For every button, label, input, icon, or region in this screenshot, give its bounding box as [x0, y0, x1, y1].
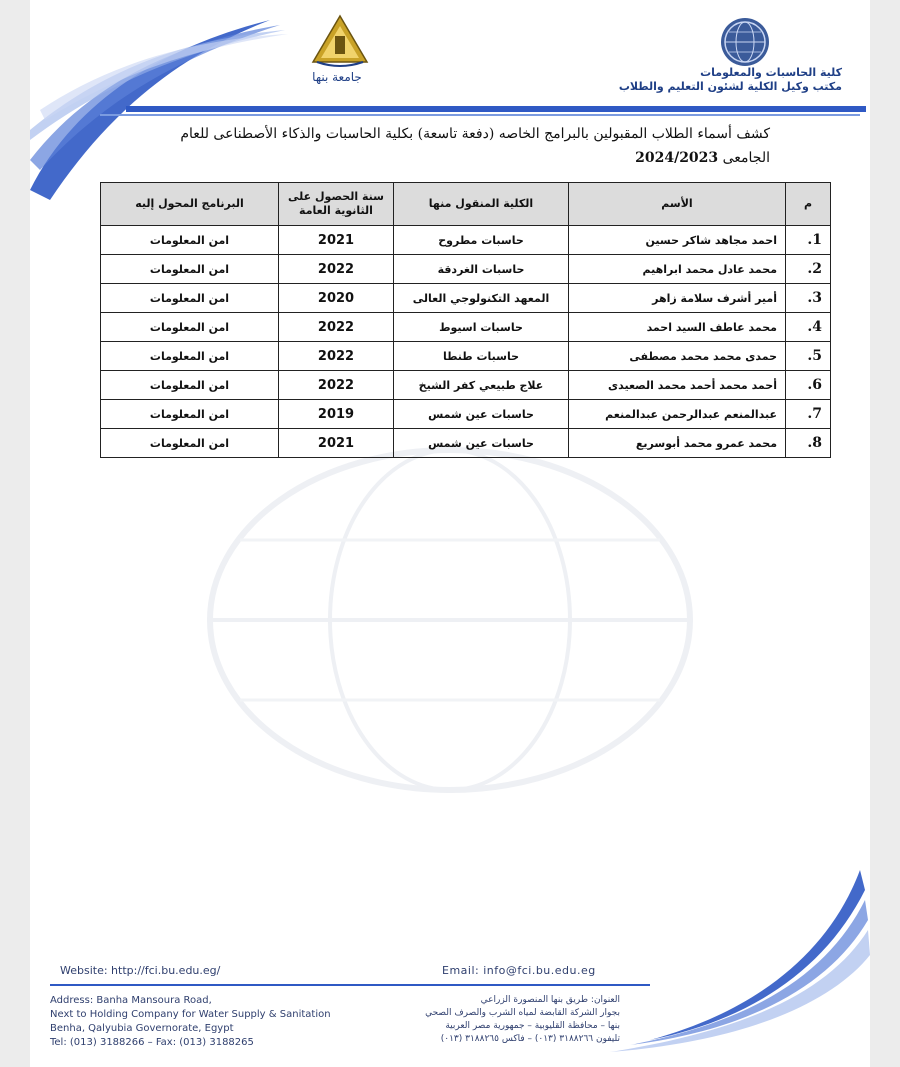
source-college: حاسبات طنطا — [394, 342, 569, 371]
row-number: 7. — [786, 400, 831, 429]
faculty-title — [619, 66, 842, 94]
table-row — [101, 342, 831, 371]
table-row — [101, 371, 831, 400]
address-line: Benha, Qalyubia Governorate, Egypt — [50, 1023, 234, 1034]
source-college: حاسبات عين شمس — [394, 429, 569, 458]
row-number: 4. — [786, 313, 831, 342]
target-program: امن المعلومات — [101, 400, 279, 429]
header-no: م — [786, 183, 831, 226]
row-number: 1. — [786, 226, 831, 255]
header-divider-thin — [100, 114, 860, 116]
decorative-swoosh-bottom — [590, 860, 870, 1060]
academic-year-value: 2024/2023 — [635, 150, 719, 166]
university-name: جامعة بنها — [312, 70, 362, 84]
header-name: الأسم — [569, 183, 786, 226]
header-program: البرنامج المحول إليه — [101, 183, 279, 226]
source-college: المعهد التكنولوجي العالى — [394, 284, 569, 313]
student-name: محمد عادل محمد ابراهيم — [569, 255, 786, 284]
row-number: 6. — [786, 371, 831, 400]
graduation-year: 2019 — [279, 400, 394, 429]
address-line: Next to Holding Company for Water Supply & Sanitation — [50, 1009, 331, 1020]
target-program: امن المعلومات — [101, 226, 279, 255]
phone-line: تليفون ٣١٨٨٢٦٦ (٠١٣) – فاكس ٣١٨٨٢٦٥ (٠١٣) — [440, 1034, 620, 1044]
academic-year-prefix: الجامعى — [722, 150, 770, 166]
website-link[interactable]: Website: http://fci.bu.edu.eg/ — [60, 964, 221, 977]
table-row — [101, 284, 831, 313]
phone-line: Tel: (013) 3188266 – Fax: (013) 3188265 — [50, 1037, 254, 1048]
row-number: 8. — [786, 429, 831, 458]
student-name: حمدى محمد محمد مصطفى — [569, 342, 786, 371]
decorative-swoosh-top — [30, 0, 290, 200]
graduation-year: 2022 — [279, 255, 394, 284]
table-row — [101, 313, 831, 342]
benha-university-emblem — [305, 12, 375, 68]
target-program: امن المعلومات — [101, 342, 279, 371]
target-program: امن المعلومات — [101, 429, 279, 458]
graduation-year: 2022 — [279, 342, 394, 371]
table-row — [101, 226, 831, 255]
student-name: محمد عاطف السيد احمد — [569, 313, 786, 342]
document-page — [30, 0, 870, 1067]
email-link[interactable]: Email: info@fci.bu.edu.eg — [442, 964, 596, 977]
students-table — [100, 182, 831, 458]
row-number: 3. — [786, 284, 831, 313]
graduation-year: 2022 — [279, 313, 394, 342]
address-arabic — [360, 994, 620, 1046]
header-year: سنة الحصول على الثانوية العامة — [279, 183, 394, 226]
footer-divider — [50, 984, 650, 986]
student-name: محمد عمرو محمد أبوسريع — [569, 429, 786, 458]
watermark-globe — [180, 440, 720, 800]
graduation-year: 2022 — [279, 371, 394, 400]
address-line: بجوار الشركة القابضة لمياه الشرب والصرف الصحي — [425, 1008, 620, 1018]
graduation-year: 2021 — [279, 429, 394, 458]
source-college: حاسبات الغردقة — [394, 255, 569, 284]
student-name: أمير أشرف سلامة زاهر — [569, 284, 786, 313]
source-college: علاج طبيعي كفر الشيخ — [394, 371, 569, 400]
faculty-office-line: مكتب وكيل الكلية لشئون التعليم والطلاب — [618, 80, 842, 93]
academic-year — [120, 148, 770, 168]
target-program: امن المعلومات — [101, 284, 279, 313]
table-row — [101, 400, 831, 429]
table-header-row — [101, 183, 831, 226]
graduation-year: 2021 — [279, 226, 394, 255]
table-row — [101, 429, 831, 458]
row-number: 5. — [786, 342, 831, 371]
target-program: امن المعلومات — [101, 313, 279, 342]
header-divider — [126, 106, 866, 112]
graduation-year: 2020 — [279, 284, 394, 313]
target-program: امن المعلومات — [101, 255, 279, 284]
source-college: حاسبات مطروح — [394, 226, 569, 255]
source-college: حاسبات اسيوط — [394, 313, 569, 342]
row-number: 2. — [786, 255, 831, 284]
target-program: امن المعلومات — [101, 371, 279, 400]
document-title: كشف أسماء الطلاب المقبولين بالبرامج الخاصه (دفعة تاسعة) بكلية الحاسبات والذكاء الأصطناعى للعام — [180, 126, 770, 142]
faculty-name-line: كلية الحاسبات والمعلومات — [700, 66, 842, 79]
fci-globe-logo — [710, 14, 780, 70]
header-college: الكلية المنقول منها — [394, 183, 569, 226]
address-line: Address: Banha Mansoura Road, — [50, 995, 212, 1006]
student-name: عبدالمنعم عبدالرحمن عبدالمنعم — [569, 400, 786, 429]
address-english — [50, 994, 331, 1050]
student-name: احمد مجاهد شاكر حسين — [569, 226, 786, 255]
table-row — [101, 255, 831, 284]
address-line: العنوان: طريق بنها المنصورة الزراعي — [480, 995, 620, 1005]
source-college: حاسبات عين شمس — [394, 400, 569, 429]
address-line: بنها – محافظة القليوبية – جمهورية مصر العربية — [445, 1021, 620, 1031]
student-name: أحمد محمد أحمد محمد الصعيدى — [569, 371, 786, 400]
